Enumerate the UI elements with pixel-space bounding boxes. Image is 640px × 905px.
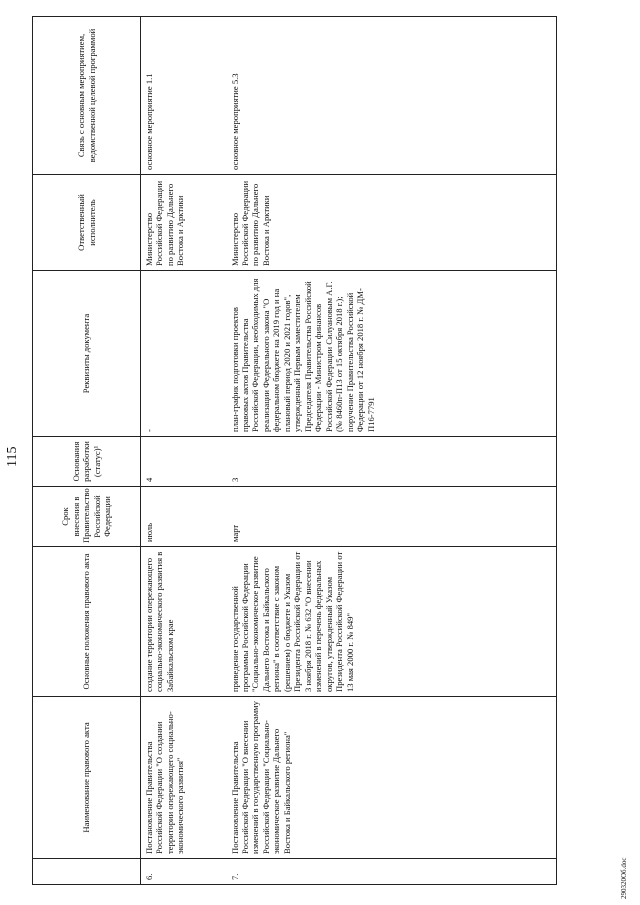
header-status: Основания разработки (статус)¹	[33, 437, 141, 487]
header-act-name: Наименование правового акта	[33, 697, 141, 859]
deadline-cell: март	[227, 487, 557, 547]
executor-cell: Министерство Российской Федерации по развитию Дальнего Востока и Арктики	[227, 175, 557, 271]
requisites-cell: -	[141, 271, 227, 437]
table-header-row	[33, 17, 141, 885]
status-cell: 4	[141, 437, 227, 487]
legal-acts-table	[32, 16, 557, 885]
header-deadline: Срок внесения в Правительство Российской Федерации	[33, 487, 141, 547]
act-name-cell: Постановление Правительства Российской Федерации "О внесении изменений в государственную программу Российской Федерации "Социально-экономическое развитие Дальнего Востока и Байкальского региона"	[227, 697, 557, 859]
table-row	[227, 17, 557, 885]
status-cell: 3	[227, 437, 557, 487]
header-number	[33, 859, 141, 885]
requisites-cell: план-график подготовки проектов правовых актов Правительства Российской Федерации, необходимых для реализации Федерального закона "О федеральном бюджете на 2019 год и на плановый период 2020 и 2021 годов", утвержденный Первым заместителем Председателя Правительства Российской Федерации - Министром финансов Российской Федерации Силуановым А.Г. (№ 8460п-П13 от 15 октября 2018 г.); поручение Правительства Российской Федерации от 12 ноября 2018 г. № ДМ-П16-7791	[227, 271, 557, 437]
table-row	[141, 17, 227, 885]
header-requisites: Реквизиты документа	[33, 271, 141, 437]
executor-cell: Министерство Российской Федерации по развитию Дальнего Востока и Арктики	[141, 175, 227, 271]
link-cell: основное мероприятие 5.3	[227, 17, 557, 175]
header-executor: Ответственный исполнитель	[33, 175, 141, 271]
header-provisions: Основные положения правового акта	[33, 547, 141, 697]
document-file-code: 290320Об.doc	[620, 857, 628, 899]
row-number: 6.	[141, 859, 227, 885]
page-number: 115	[5, 446, 20, 467]
link-cell: основное мероприятие 1.1	[141, 17, 227, 175]
deadline-cell: июль	[141, 487, 227, 547]
provisions-cell: создание территории опережающего социально-экономического развития в Забайкальском крае	[141, 547, 227, 697]
provisions-cell: приведение государственной программы Российской Федерации "Социально-экономическое развитие Дальнего Востока и Байкальского региона" в соответствие с законом (решением) о бюджете и Указом Президента Российской Федерации от 3 ноября 2018 г. № 632 "О внесении изменений в перечень федеральных округов, утвержденный Указом Президента Российской Федерации от 13 мая 2000 г. № 849"	[227, 547, 557, 697]
act-name-cell: Постановление Правительства Российской Федерации "О создании территории опережающего социально-экономического развития"	[141, 697, 227, 859]
header-link: Связь с основным мероприятием, ведомственной целевой программой	[33, 17, 141, 175]
row-number: 7.	[227, 859, 557, 885]
